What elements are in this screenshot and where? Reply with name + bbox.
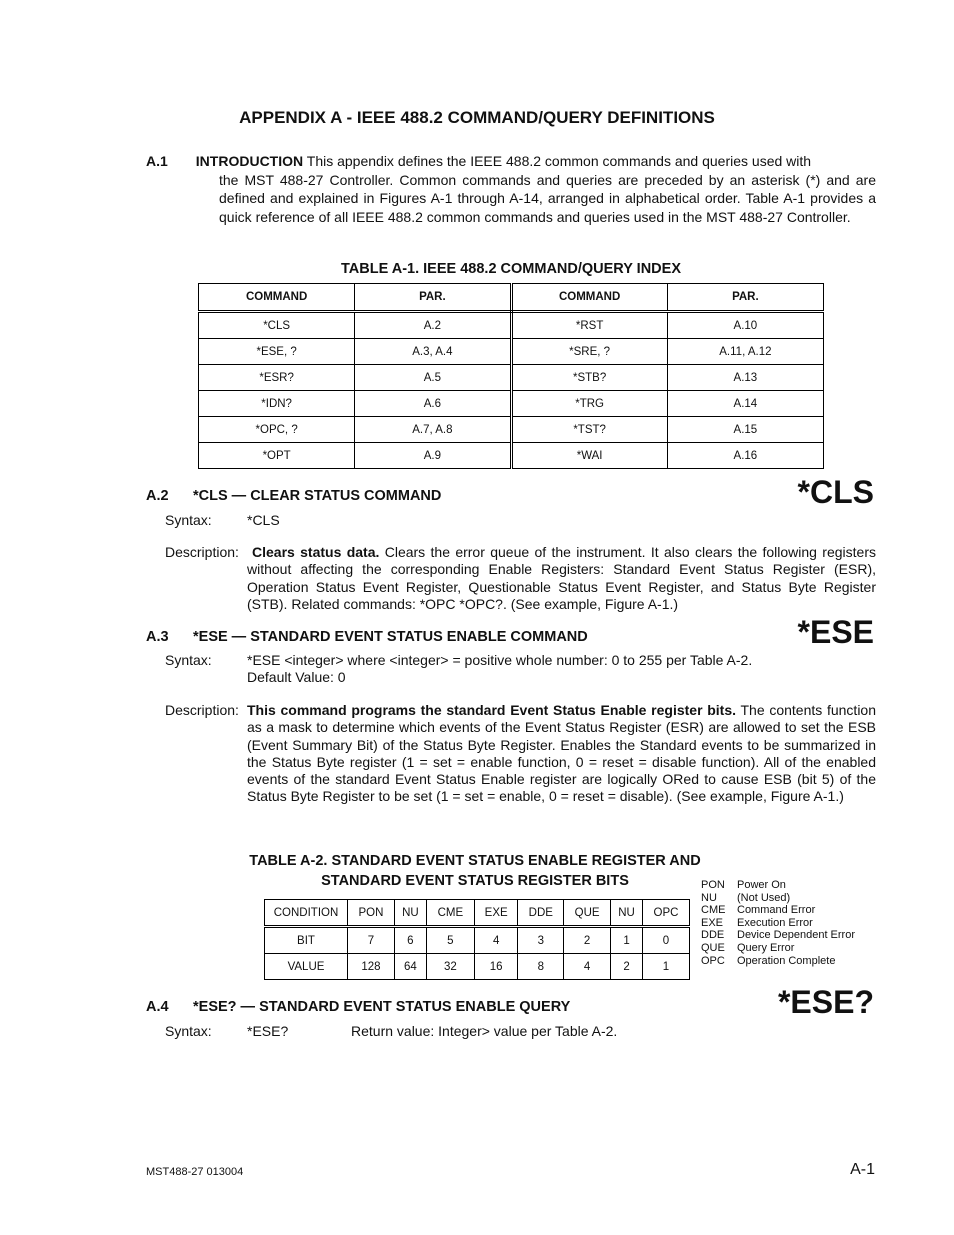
table-cell: *CLS — [199, 312, 355, 339]
section-heading: *CLS — CLEAR STATUS COMMAND — [193, 488, 442, 504]
table-row — [199, 443, 824, 469]
column-header: CME — [426, 900, 474, 927]
table-cell: 2 — [611, 954, 643, 980]
table-cell: *OPC, ? — [199, 417, 355, 443]
legend-abbr: QUE — [701, 941, 725, 954]
legend-meaning: Command Error — [737, 904, 816, 917]
column-header: NU — [611, 900, 643, 927]
legend-meaning: Device Dependent Error — [737, 929, 856, 942]
table-cell: A.2 — [355, 312, 511, 339]
column-header: PON — [348, 900, 395, 927]
legend-abbr: NU — [701, 891, 717, 904]
legend-item — [701, 929, 855, 942]
legend-item — [701, 955, 855, 968]
description-text — [247, 702, 876, 806]
table-row — [199, 391, 824, 417]
table2-caption-line2: STANDARD EVENT STATUS REGISTER BITS — [321, 873, 629, 889]
table-cell: A.10 — [667, 312, 823, 339]
legend-abbr: CME — [701, 904, 726, 917]
section-number: A.3 — [146, 629, 169, 645]
table-cell: 32 — [426, 954, 474, 980]
table-cell: 64 — [394, 954, 426, 980]
default-value: Default Value: 0 — [247, 669, 346, 685]
table-cell: *STB? — [511, 365, 667, 391]
table-header-row — [265, 900, 690, 927]
legend-meaning: Power On — [737, 879, 786, 891]
table-row — [199, 417, 824, 443]
page-title: APPENDIX A - IEEE 488.2 COMMAND/QUERY DEFINITIONS — [239, 108, 715, 127]
table-row — [199, 365, 824, 391]
table-cell: A.11, A.12 — [667, 339, 823, 365]
description-text — [247, 544, 876, 613]
syntax-value: *CLS — [247, 512, 280, 528]
column-header: CONDITION — [265, 900, 348, 927]
column-header: COMMAND — [199, 284, 355, 312]
legend-meaning: Operation Complete — [737, 954, 836, 967]
syntax-label: Syntax: — [165, 652, 212, 668]
table-cell: A.7, A.8 — [355, 417, 511, 443]
legend-abbr: PON — [701, 879, 725, 891]
table2-caption-line1: TABLE A-2. STANDARD EVENT STATUS ENABLE REGISTER AND — [249, 853, 701, 869]
syntax-label: Syntax: — [165, 1023, 212, 1039]
command-index-table — [198, 283, 824, 469]
table-cell: 0 — [643, 927, 690, 954]
table-cell: 3 — [518, 927, 564, 954]
description-lead: This command programs the standard Event Status Enable register bits. — [247, 702, 737, 718]
legend-meaning: Execution Error — [737, 916, 813, 929]
table-cell: A.15 — [667, 417, 823, 443]
table-cell: BIT — [265, 927, 348, 954]
description-label: Description: — [165, 544, 239, 560]
legend-item — [701, 942, 855, 955]
intro-text-first: This appendix defines the IEEE 488.2 common commands and queries used with — [303, 153, 812, 169]
legend-abbr: OPC — [701, 954, 725, 967]
table-cell: A.5 — [355, 365, 511, 391]
section-a1 — [146, 152, 876, 226]
table-cell: 2 — [564, 927, 611, 954]
legend-item — [701, 917, 855, 930]
table-cell: *TRG — [511, 391, 667, 417]
footer-page-number: A-1 — [850, 1161, 875, 1178]
table-cell: 4 — [474, 927, 517, 954]
table-row — [199, 339, 824, 365]
syntax-value: *ESE <integer> where <integer> = positive whole number: 0 to 255 per Table A-2. — [247, 652, 753, 668]
legend-abbr: EXE — [701, 916, 724, 929]
footer-document-id: MST488-27 013004 — [146, 1166, 244, 1178]
column-header: EXE — [474, 900, 517, 927]
command-banner: *ESE — [797, 614, 874, 650]
table-cell: 16 — [474, 954, 517, 980]
table-cell: *SRE, ? — [511, 339, 667, 365]
legend-item — [701, 892, 855, 905]
return-value: Return value: Integer> value per Table A-2. — [351, 1023, 618, 1039]
table-header-row — [199, 284, 824, 312]
legend-abbr: DDE — [701, 929, 725, 942]
table-row — [265, 954, 690, 980]
description-lead: Clears status data. — [252, 544, 380, 560]
column-header: OPC — [643, 900, 690, 927]
table-cell: A.16 — [667, 443, 823, 469]
table-cell: 128 — [348, 954, 395, 980]
command-banner: *ESE? — [777, 984, 874, 1020]
description-label: Description: — [165, 702, 239, 718]
table-cell: A.6 — [355, 391, 511, 417]
legend-meaning: Query Error — [737, 941, 795, 954]
table-row — [265, 927, 690, 954]
table-cell: VALUE — [265, 954, 348, 980]
table-cell: *ESR? — [199, 365, 355, 391]
section-heading: *ESE? — STANDARD EVENT STATUS ENABLE QUERY — [193, 999, 571, 1015]
description-body: Clears the error queue of the instrument. It also clears the following registers without affecting the corresponding Enable Registers: Standard Event Status Register (ESR), Operation Status Event Register, Questionable Status Event Register, and Status Byte Register (STB). Related commands: *OPC *OPC?. (See example, Figure A-1.) — [247, 544, 876, 612]
syntax-label: Syntax: — [165, 512, 212, 528]
description-body: The contents function as a mask to determine which events of the Event Status Register (ESR) are allowed to set the ESB (Event Summary Bit) of the Status Byte Register. Enables the Standard events to be summarized in the Status Byte register (1 = set = enable function, 0 = reset = disable function). All of the enabled events of the standard Event Status Enable register are logically ORed to cause ESB (bit 5) of the Status Byte Register to be set (1 = set = enable, 0 = reset = disable). (See example, Figure A-1.) — [247, 702, 876, 805]
table-cell: 1 — [611, 927, 643, 954]
column-header: QUE — [564, 900, 611, 927]
table-cell: *OPT — [199, 443, 355, 469]
table-cell: A.13 — [667, 365, 823, 391]
event-status-bits-table — [264, 899, 690, 980]
column-header: PAR. — [667, 284, 823, 312]
section-heading: *ESE — STANDARD EVENT STATUS ENABLE COMMAND — [193, 629, 588, 645]
table1-caption: TABLE A-1. IEEE 488.2 COMMAND/QUERY INDEX — [340, 261, 681, 277]
table-cell: A.14 — [667, 391, 823, 417]
table-cell: 7 — [348, 927, 395, 954]
abbreviation-legend — [701, 879, 855, 967]
syntax-value: *ESE? — [247, 1023, 289, 1039]
column-header: NU — [394, 900, 426, 927]
section-number: A.2 — [146, 488, 169, 504]
table-cell: 8 — [518, 954, 564, 980]
command-banner: *CLS — [797, 474, 874, 510]
table-row — [199, 312, 824, 339]
table-cell: *WAI — [511, 443, 667, 469]
table-cell: *TST? — [511, 417, 667, 443]
table-cell: *IDN? — [199, 391, 355, 417]
section-number: A.4 — [146, 999, 169, 1015]
column-header: COMMAND — [511, 284, 667, 312]
section-number: A.1 — [146, 153, 168, 169]
table-cell: *ESE, ? — [199, 339, 355, 365]
table-cell: *RST — [511, 312, 667, 339]
intro-text-rest: the MST 488-27 Controller. Common commands and queries are preceded by an asterisk (*) and are defined and explained in Figures A-1 through A-14, arranged in alphabetical order. Table A-1 provides a quick reference of all IEEE 488.2 common commands and queries used in the MST 488-27 Controller. — [219, 171, 876, 225]
table-cell: 1 — [643, 954, 690, 980]
legend-item — [701, 904, 855, 917]
table-cell: 4 — [564, 954, 611, 980]
table-cell: 5 — [426, 927, 474, 954]
legend-item — [701, 879, 855, 892]
column-header: PAR. — [355, 284, 511, 312]
table-cell: A.9 — [355, 443, 511, 469]
column-header: DDE — [518, 900, 564, 927]
table-cell: 6 — [394, 927, 426, 954]
table-cell: A.3, A.4 — [355, 339, 511, 365]
section-lead: INTRODUCTION — [195, 153, 304, 169]
legend-meaning: (Not Used) — [737, 891, 791, 904]
